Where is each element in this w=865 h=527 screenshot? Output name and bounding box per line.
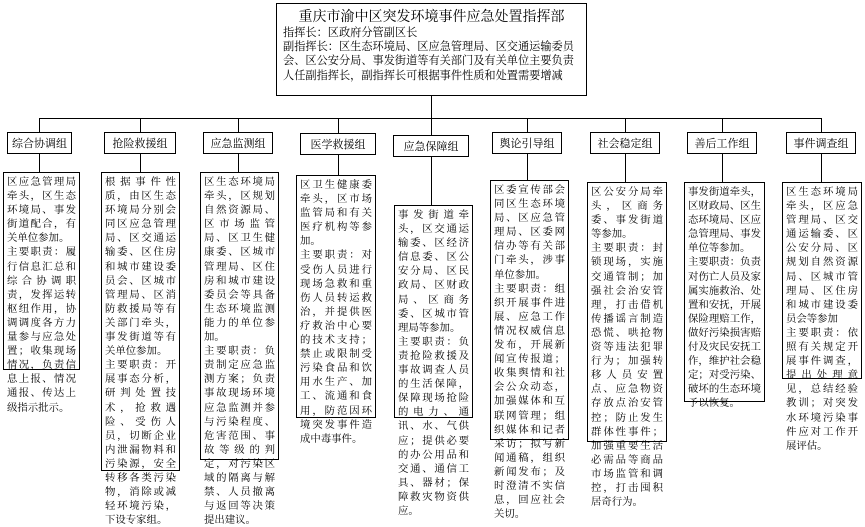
group-box-medical-rescue [300,133,376,155]
stem-line-1 [39,154,40,172]
lead-text: 区委宣传部会同区生态环境局、区应急管理局、区委网信办等有关部门牵头，涉事单位参加。 [494,184,565,281]
duty-box-logistics [394,205,473,517]
group-box-monitoring [203,132,273,154]
lead-text: 根据事件性质，由区生态环境局分别会同区应急管理局、区交通运输委、区住房和城市建设委员会、区城市管理局、区消防救援局等有关部门牵头，事发街道等有关单位参加。 [105,176,176,358]
group-name: 应急保障组 [403,140,459,153]
group-name: 善后工作组 [694,137,750,150]
group-name: 医学救援组 [310,138,366,151]
stem-line-6 [527,154,528,180]
group-name: 事件调查组 [793,137,849,150]
duties-text: 主要职责：负责抢险救援及事故调查人员的生活保障，保障现场抢险的电力、通讯、水、气供应；提供必要的办公用品和交通、通信工具、器材；保障救灾物资供应。 [398,335,469,517]
stem-line-8 [722,154,723,182]
deputy-commander-text: 副指挥长：区生态环境局、区应急管理局、区交通运输委员会、区公安分局、事发街道等有关部门及有关单位主要负责人任副指挥长，副指挥长可根据事件性质和处置需要增减 [283,40,574,82]
duties-text: 主要职责：履行信息汇总和综合协调职责，发挥运转枢纽作用，协调调度各方力量参与应急处置；收集现场情况，负责信息上报、情况通报、传达上级指示批示。 [7,246,76,414]
duties-text: 主要职责：组织开展事件进展、应急工作情况权威信息发布，开展新闻宣传报道；收集舆情和社会公众动态，加强媒体和互联网管理；组织媒体和记者采访；拟写新闻通稿，组织新闻发布；及时澄清不实信息，回应社会关切。 [494,282,565,521]
group-name: 社会稳定组 [597,137,653,150]
duties-text: 主要职责：开展事态分析，研判处置技术，抢救遇险、受伤人员，切断企业内泄漏物料和污染源，安全转移各类污染物，消除或减轻环境污染，下设专家组。 [105,359,176,527]
duties-text: 主要职责：负责对伤亡人员及家属实施救治、处置和安抚，开展保险理赔工作，做好污染损害赔付及灾民安抚工作，维护社会稳定；对受污染、破坏的生态环境予以恢复。 [688,256,761,410]
duty-box-comprehensive-coordination [3,172,80,414]
drop-line-5 [431,118,432,135]
stem-line-9 [821,154,822,182]
group-box-social-stability [590,132,660,154]
headquarters-box [276,3,587,96]
group-name: 抢险救援组 [112,137,168,150]
duties-text: 主要职责：封锁现场，实施交通管制；加强社会治安管理，打击借机传播谣言制造恐慌、哄抢物资等违法犯罪行为；加强转移人员安置点、应急物资存放点治安管控；防止发生群体性事件；加强重要生活必需品等商品市场监管和调控，打击囤积居奇行为。 [591,242,663,509]
group-box-rescue [104,132,176,154]
group-name: 应急监测组 [210,137,266,150]
group-box-logistics [393,135,469,157]
group-box-investigation [786,132,856,154]
lead-text: 区生态环境局牵头，区规划自然资源局、区市场监管局、区卫生健康委、区城市管理局、区住房和城市建设委员会等具备生态环境监测能力的单位参加。 [204,176,275,344]
group-box-aftermath [687,132,757,154]
trunk-line [431,96,432,119]
group-box-public-opinion [492,132,562,154]
lead-text: 区公安分局牵头，区商务委、事发街道等参加。 [591,186,663,241]
lead-text: 区生态环境局牵头，区应急管理局、区交通运输委、区公安分局、区规划自然资源局、区城市管理局、区住房和城市建设委员会等参加 [786,186,858,325]
headquarters-title: 重庆市渝中区突发环境事件应急处置指挥部 [298,9,565,25]
group-name: 舆论引导组 [499,137,555,150]
stem-line-4 [338,155,339,175]
drop-line-4 [338,118,339,133]
stem-line-2 [140,154,141,172]
duty-box-rescue [101,172,180,527]
drop-line-9 [821,118,822,132]
duty-box-public-opinion [490,180,569,521]
duties-text: 主要职责：对受伤人员进行现场急救和重伤人员转运救治，并提供医疗救治中心要的技术支持；禁止或限制受污染食品和饮用水生产、加工、流通和食用，防范因环境突发事件造成中毒事件。 [300,249,372,445]
drop-line-8 [722,118,723,132]
commander-text: 指挥长：区政府分管副区长 [283,26,418,39]
drop-line-6 [527,118,528,132]
drop-line-2 [140,118,141,132]
stem-line-3 [238,154,239,172]
duties-text: 主要职责：依照有关规定开展事件调查，提出处理意见，总结经验教训；对突发水环境污染事件应对工作开展评估。 [786,326,858,452]
stem-line-5 [431,157,432,205]
lead-text: 事发街道牵头，区财政局、区生态环境局、区应急管理局、事发单位等参加。 [688,186,761,255]
drop-line-7 [625,118,626,132]
bus-line [39,118,821,119]
lead-text: 区应急管理局牵头，区生态环境局、事发街道配合，有关单位参加。 [7,176,76,245]
duty-box-social-stability [587,182,667,509]
lead-text: 事发街道牵头，区交通运输委、区经济信息委、区公安分局、区民政局、区财政局、区商务委、区城市管理局等参加。 [398,209,469,334]
duty-box-medical-rescue [296,175,376,445]
drop-line-3 [238,118,239,132]
group-name: 综合协调组 [12,137,67,150]
stem-line-7 [625,154,626,182]
drop-line-1 [39,118,40,132]
group-box-comprehensive-coordination [7,132,72,154]
duty-box-investigation [782,182,862,452]
duty-box-aftermath [684,182,765,410]
duties-text: 主要职责：负责制定应急监测方案；负责事故现场环境应急监测并参与污染程度、危害范围、事故等级的判定，对污染区域的隔离与解禁、人员撤离与返回等决策提出建议。 [204,345,275,527]
duty-box-monitoring [200,172,279,527]
lead-text: 区卫生健康委牵头，区市场监管局和有关医疗机构等参加。 [300,179,372,248]
